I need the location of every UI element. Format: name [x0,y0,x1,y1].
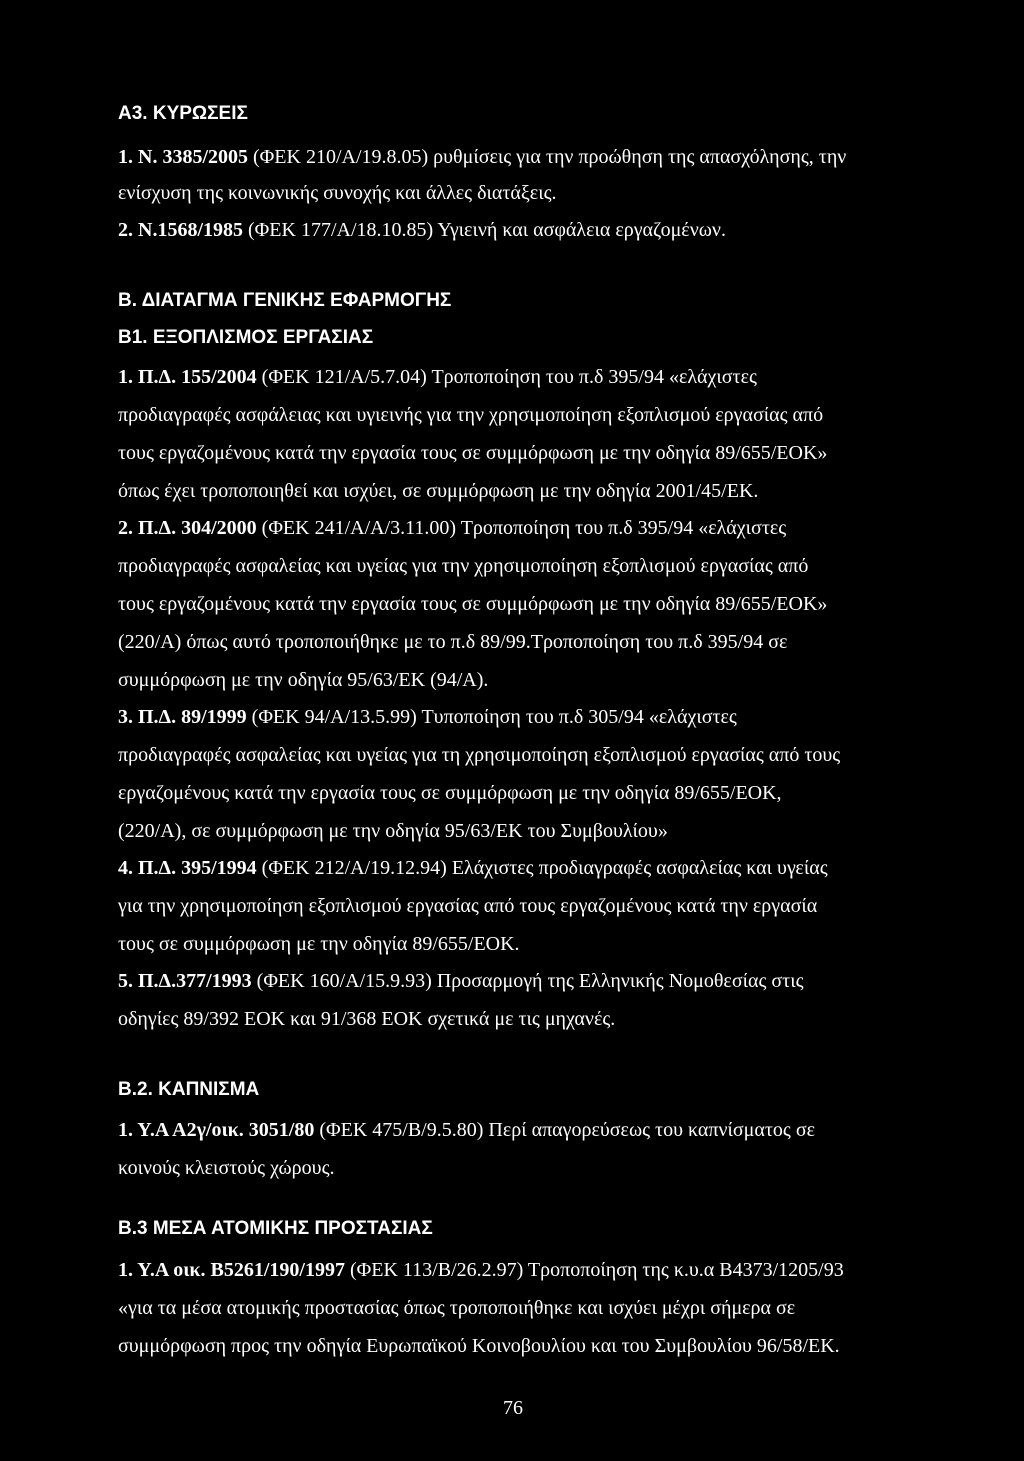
a3-item-1-line-2: ενίσχυση της κοινωνικής συνοχής και άλλες διατάξεις. [118,182,557,204]
b1-item-3-line-1 [118,705,737,729]
section-heading-b: Β. ΔΙΑΤΑΓΜΑ ΓΕΝΙΚΗΣ ΕΦΑΡΜΟΓΗΣ [118,290,452,311]
section-heading-a3: Α3. ΚΥΡΩΣΕΙΣ [118,103,248,124]
b1-item-3-line-3: εργαζομένους κατά την εργασία τους σε συμμόρφωση με την οδηγία 89/655/ΕΟΚ, [118,782,782,804]
b3-item-1-text: (ΦΕΚ 113/Β/26.2.97) Τροποποίηση της κ.υ.α Β4373/1205/93 [344,1259,844,1281]
a3-item-2-text: (ΦΕΚ 177/Α/18.10.85) Υγιεινή και ασφάλεια εργαζομένων. [243,219,726,241]
b1-item-3-text: (ΦΕΚ 94/Α/13.5.99) Τυποποίηση του π.δ 305/94 «ελάχιστες [246,706,737,728]
b1-item-3-ref: 3. Π.Δ. 89/1999 [118,706,247,728]
b1-item-2-text: (ΦΕΚ 241/Α/Α/3.11.00) Τροποποίηση του π.δ 395/94 «ελάχιστες [256,517,787,539]
page-number: 76 [503,1397,523,1419]
b1-item-1-line-1 [118,365,757,389]
b1-item-2-line-2: προδιαγραφές ασφαλείας και υγείας για την χρησιμοποίηση εξοπλισμού εργασίας από [118,555,809,577]
b2-item-1-ref: 1. Υ.Α Α2γ/οικ. 3051/80 [118,1119,315,1141]
b1-item-2-ref: 2. Π.Δ. 304/2000 [118,517,257,539]
b1-item-2-line-5: συμμόρφωση με την οδηγία 95/63/ΕΚ (94/Α). [118,669,489,691]
b3-item-1-ref: 1. Υ.Α οικ. Β5261/190/1997 [118,1259,345,1281]
b3-item-1-line-2: «για τα μέσα ατομικής προστασίας όπως τροποποιήθηκε και ισχύει μέχρι σήμερα σε [118,1297,796,1319]
b1-item-2-line-4: (220/Α) όπως αυτό τροποποιήθηκε με το π.δ 89/99.Τροποποίηση του π.δ 395/94 σε [118,631,788,653]
a3-item-1-ref: 1. Ν. 3385/2005 [118,146,248,168]
section-heading-b3: Β.3 ΜΕΣΑ ΑΤΟΜΙΚΗΣ ΠΡΟΣΤΑΣΙΑΣ [118,1218,433,1239]
b2-item-1-text: (ΦΕΚ 475/Β/9.5.80) Περί απαγορεύσεως του καπνίσματος σε [314,1119,815,1141]
b1-item-5-text: (ΦΕΚ 160/Α/15.9.93) Προσαρμογή της Ελληνικής Νομοθεσίας στις [251,970,804,992]
b1-item-2-line-1 [118,516,786,540]
b1-item-1-text: (ΦΕΚ 121/Α/5.7.04) Τροποποίηση του π.δ 395/94 «ελάχιστες [256,366,757,388]
b1-item-4-line-1 [118,856,828,880]
b3-item-1-line-1 [118,1258,844,1282]
a3-item-1-line-1 [118,145,846,169]
a3-item-2-line-1 [118,218,726,242]
b1-item-2-line-3: τους εργαζομένους κατά την εργασία τους σε συμμόρφωση με την οδηγία 89/655/ΕΟΚ» [118,593,828,615]
section-heading-b2: Β.2. ΚΑΠΝΙΣΜΑ [118,1079,260,1100]
b1-item-4-line-3: τους σε συμμόρφωση με την οδηγία 89/655/ΕΟΚ. [118,933,520,955]
b3-item-1-line-3: συμμόρφωση προς την οδηγία Ευρωπαϊκού Κοινοβουλίου και του Συμβουλίου 96/58/ΕΚ. [118,1335,840,1357]
b1-item-4-ref: 4. Π.Δ. 395/1994 [118,857,257,879]
b2-item-1-line-2: κοινούς κλειστούς χώρους. [118,1157,335,1179]
b1-item-1-ref: 1. Π.Δ. 155/2004 [118,366,257,388]
b1-item-4-text: (ΦΕΚ 212/Α/19.12.94) Ελάχιστες προδιαγραφές ασφαλείας και υγείας [256,857,828,879]
b1-item-1-line-4: όπως έχει τροποποιηθεί και ισχύει, σε συμμόρφωση με την οδηγία 2001/45/ΕΚ. [118,480,759,502]
b2-item-1-line-1 [118,1118,815,1142]
b1-item-4-line-2: για την χρησιμοποίηση εξοπλισμού εργασίας από τους εργαζομένους κατά την εργασία [118,895,818,917]
b1-item-3-line-4: (220/Α), σε συμμόρφωση με την οδηγία 95/63/ΕΚ του Συμβουλίου» [118,820,668,842]
b1-item-3-line-2: προδιαγραφές ασφαλείας και υγείας για τη χρησιμοποίηση εξοπλισμού εργασίας από τους [118,744,841,766]
a3-item-2-ref: 2. Ν.1568/1985 [118,219,243,241]
a3-item-1-text: (ΦΕΚ 210/Α/19.8.05) ρυθμίσεις για την προώθηση της απασχόλησης, την [248,146,847,168]
section-heading-b1: Β1. ΕΞΟΠΛΙΣΜΟΣ ΕΡΓΑΣΙΑΣ [118,327,374,348]
b1-item-5-line-2: οδηγίες 89/392 ΕΟΚ και 91/368 ΕΟΚ σχετικά με τις μηχανές. [118,1008,616,1030]
b1-item-1-line-3: τους εργαζομένους κατά την εργασία τους σε συμμόρφωση με την οδηγία 89/655/ΕΟΚ» [118,442,828,464]
b1-item-1-line-2: προδιαγραφές ασφάλειας και υγιεινής για την χρησιμοποίηση εξοπλισμού εργασίας από [118,404,824,426]
b1-item-5-ref: 5. Π.Δ.377/1993 [118,970,252,992]
b1-item-5-line-1 [118,969,804,993]
